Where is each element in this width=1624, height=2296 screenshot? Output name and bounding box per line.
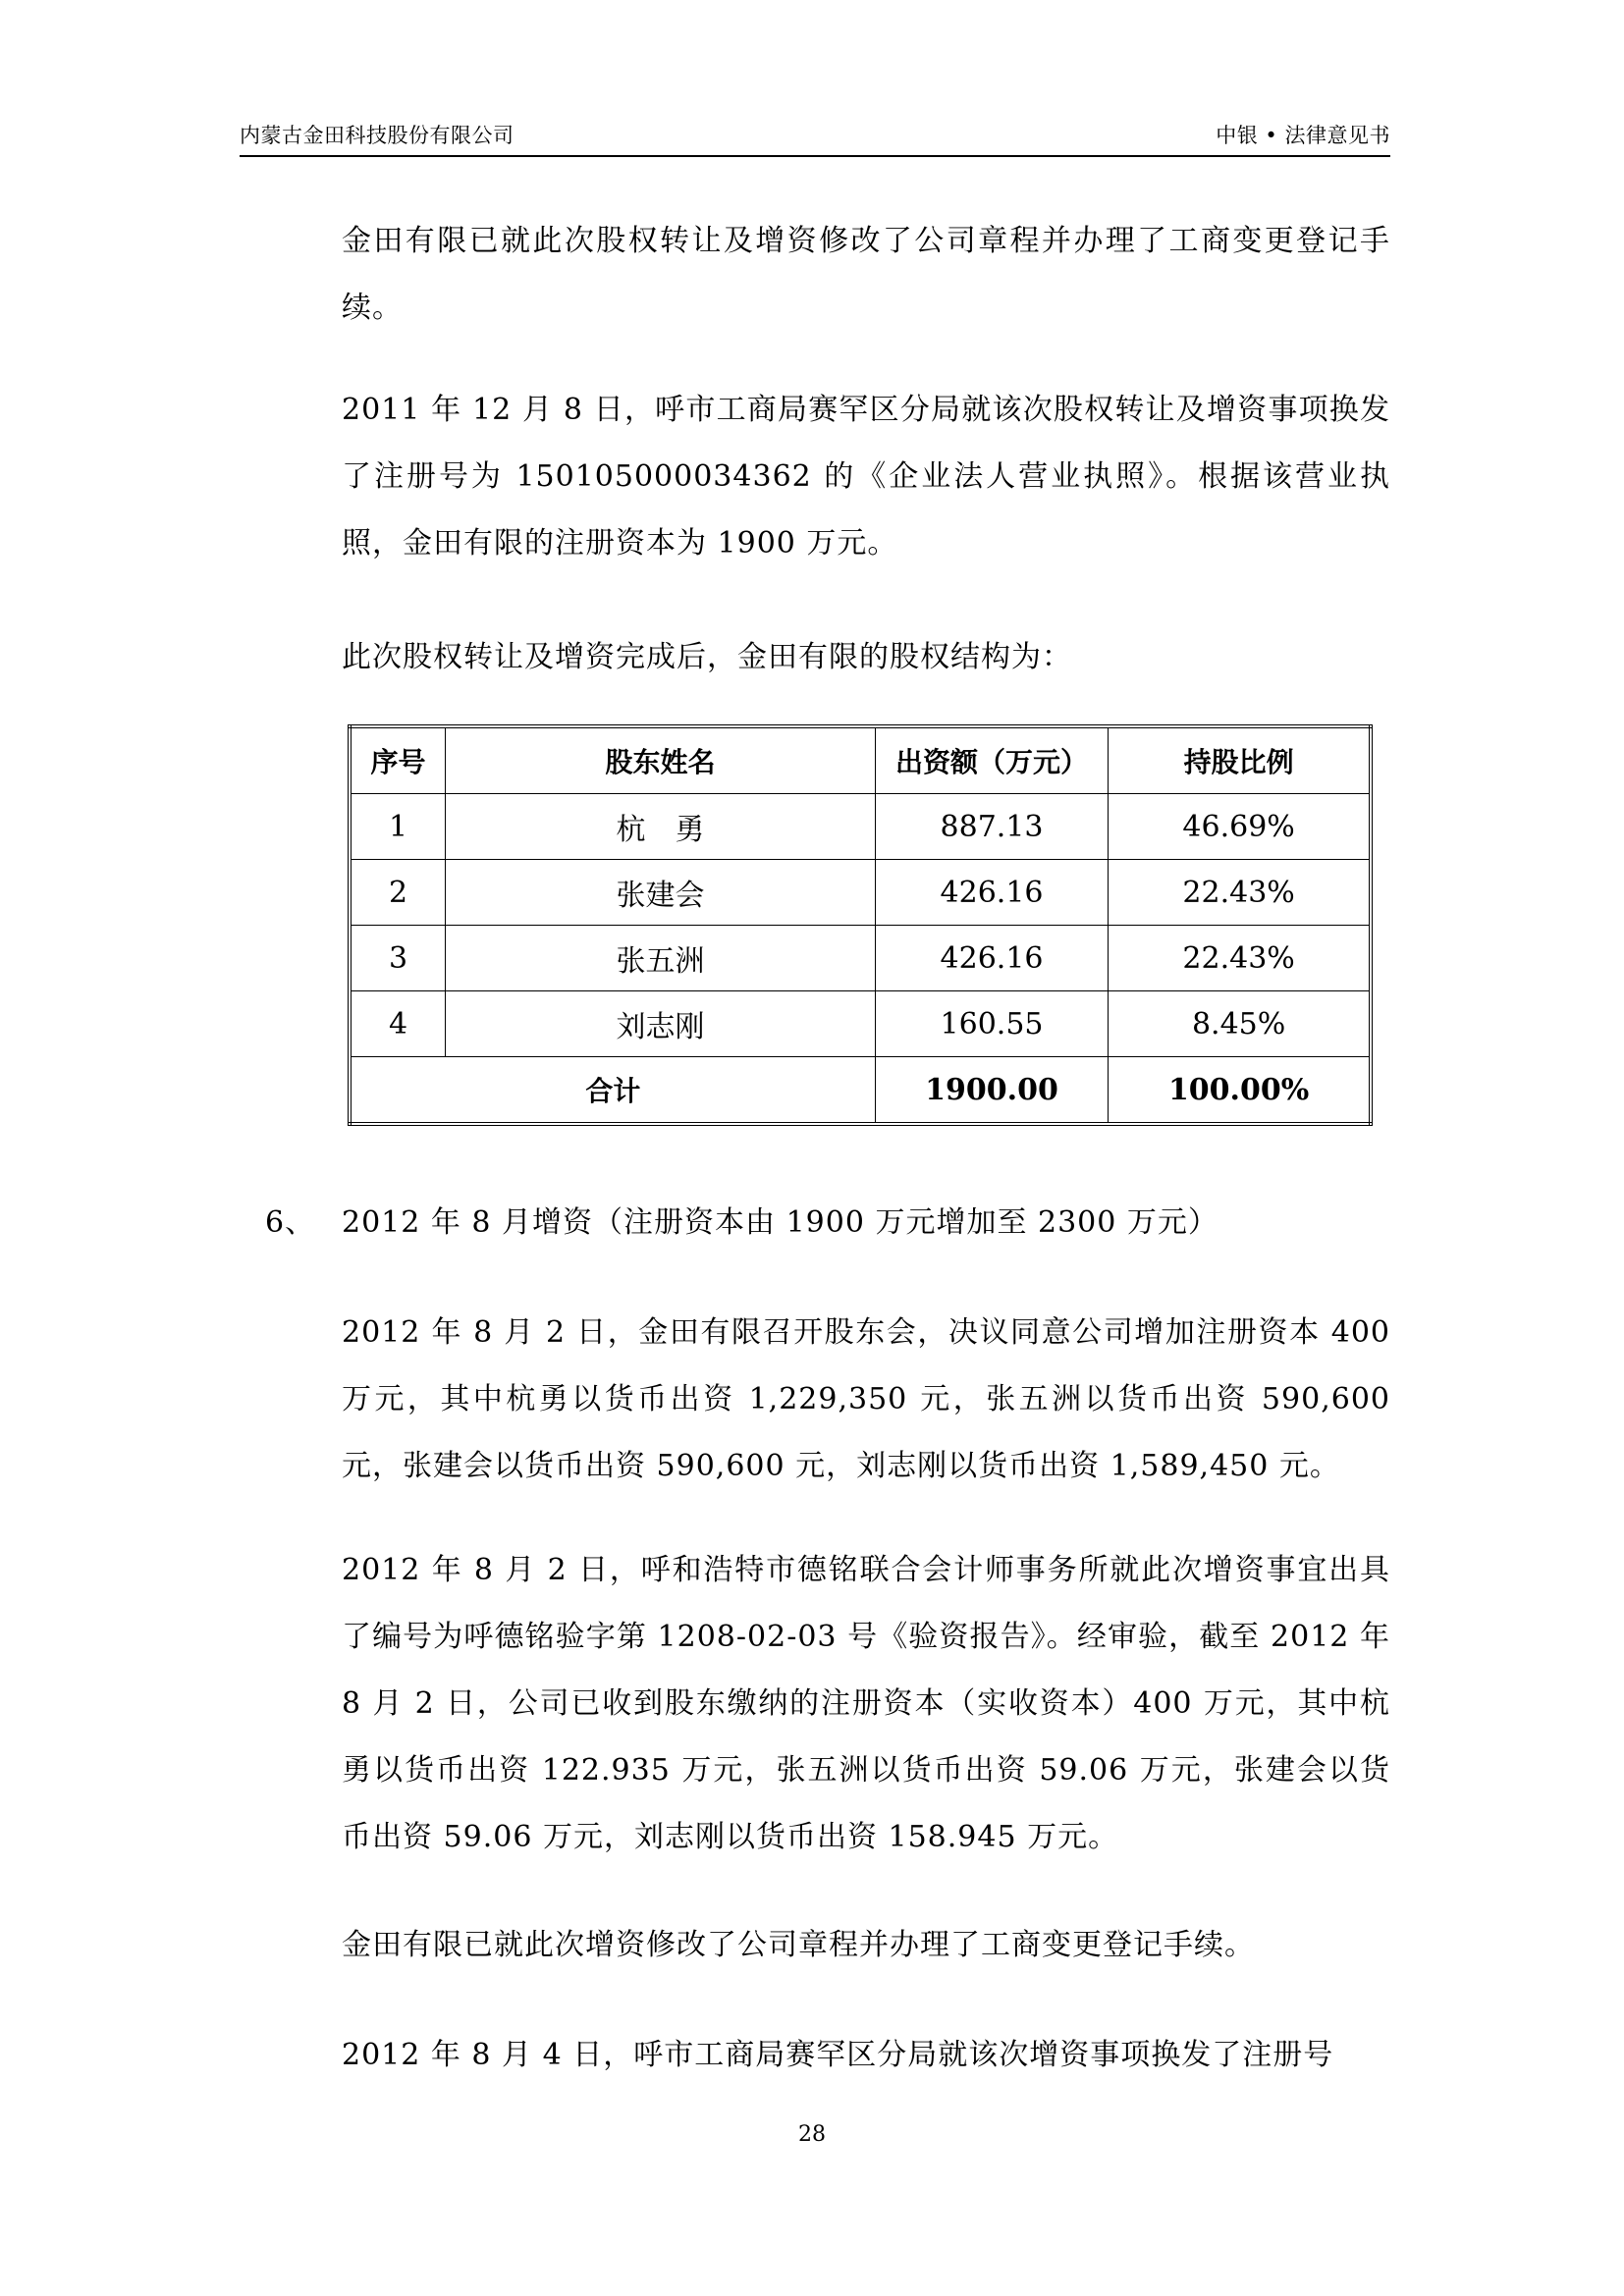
total-ratio: 100.00% [1109,1057,1371,1125]
cell-ratio: 22.43% [1109,926,1371,991]
cell-number: 1 [350,794,446,860]
cell-amount: 426.16 [875,926,1108,991]
table-row [350,860,1371,926]
table-row [350,991,1371,1057]
total-label: 合计 [350,1057,875,1125]
page-header [240,110,1390,157]
column-header-ratio: 持股比例 [1109,726,1371,794]
paragraph-business-license-2012: 2012 年 8 月 4 日，呼市工商局赛罕区分局就该次增资事项换发了注册号 [342,2038,1334,2072]
table-header-row [350,726,1371,794]
equity-structure-table [348,724,1373,1126]
cell-ratio: 46.69% [1109,794,1371,860]
table-row [350,926,1371,991]
paragraph-capital-verification-report: 2012 年 8 月 2 日，呼和浩特市德铭联合会计师事务所就此次增资事宜出具了编号为呼德铭验字第 1208-02-03 号《验资报告》。经审验，截至 2012 年 8 月 2 日，公司已收到股东缴纳的注册资本（实收资本）400 万元，其中杭勇以货币出资 122.935 万元，张五洲以货币出资 59.06 万元，张建会以货币出资 59.06 万元，刘志刚以货币出资 158.945 万元。 [342,1553,1390,1854]
header-document-title: 中银 • 法律意见书 [1216,124,1390,147]
column-header-amount: 出资额（万元） [875,726,1108,794]
cell-ratio: 22.43% [1109,860,1371,926]
column-header-shareholder: 股东姓名 [446,726,876,794]
section-6-heading [265,1190,1218,1256]
column-header-number: 序号 [350,726,446,794]
cell-number: 4 [350,991,446,1057]
cell-number: 2 [350,860,446,926]
cell-number: 3 [350,926,446,991]
table-total-row [350,1057,1371,1125]
cell-shareholder: 张五洲 [446,926,876,991]
paragraph-equity-transfer-registration: 金田有限已就此次股权转让及增资修改了公司章程并办理了工商变更登记手续。 [342,224,1390,325]
cell-shareholder: 杭 勇 [446,794,876,860]
paragraph-equity-structure-intro: 此次股权转让及增资完成后，金田有限的股权结构为： [342,640,1072,674]
paragraph-business-license-2011: 2011 年 12 月 8 日，呼市工商局赛罕区分局就该次股权转让及增资事项换发了注册号为 150105000034362 的《企业法人营业执照》。根据该营业执照，金田有限的注册资本为 1900 万元。 [342,393,1390,561]
table-row [350,794,1371,860]
paragraph-shareholder-meeting-2012: 2012 年 8 月 2 日，金田有限召开股东会，决议同意公司增加注册资本 400 万元，其中杭勇以货币出资 1,229,350 元，张五洲以货币出资 590,600 元，张建会以货币出资 590,600 元，刘志刚以货币出资 1,589,450 元。 [342,1315,1390,1483]
cell-shareholder: 刘志刚 [446,991,876,1057]
cell-shareholder: 张建会 [446,860,876,926]
paragraph-capital-increase-registration: 金田有限已就此次增资修改了公司章程并办理了工商变更登记手续。 [342,1928,1255,1962]
header-company-name: 内蒙古金田科技股份有限公司 [240,124,514,147]
section-title: 2012 年 8 月增资（注册资本由 1900 万元增加至 2300 万元） [342,1205,1218,1240]
section-number: 6、 [265,1205,316,1240]
cell-amount: 887.13 [875,794,1108,860]
cell-amount: 426.16 [875,860,1108,926]
total-amount: 1900.00 [875,1057,1108,1125]
cell-ratio: 8.45% [1109,991,1371,1057]
cell-amount: 160.55 [875,991,1108,1057]
page-number: 28 [798,2122,826,2147]
